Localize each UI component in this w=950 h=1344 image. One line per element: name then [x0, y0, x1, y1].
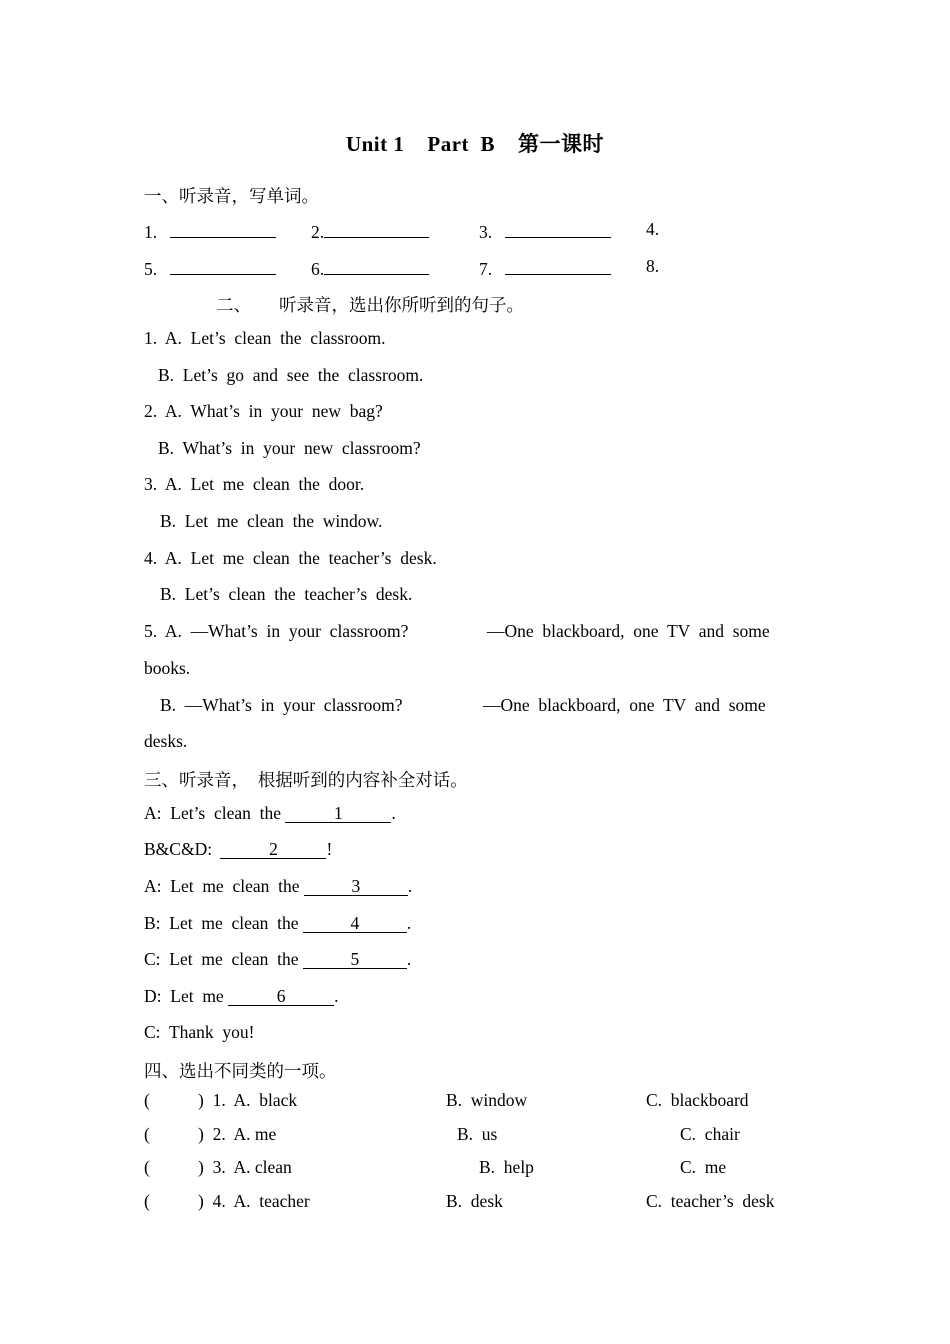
section2-heading-num: 二、 — [216, 295, 251, 315]
dialog-text: B&C&D: — [144, 839, 217, 859]
dialog-line-6 — [144, 986, 338, 1007]
answer-blank[interactable] — [324, 219, 429, 238]
q4-option-a: 4. A. Let me clean the teacher’s desk. — [144, 548, 437, 568]
s1-label-3: 3. — [479, 222, 493, 242]
q5-option-a-question: 5. A. —What’s in your classroom? — [144, 621, 409, 641]
q5-option-b-question: B. —What’s in your classroom? — [160, 695, 403, 715]
s1-item-3 — [479, 219, 611, 243]
dialog-line-2 — [144, 839, 332, 860]
section4-heading: 四、选出不同类的一项。 — [144, 1061, 337, 1081]
s1-label-1: 1. — [144, 222, 158, 242]
s1-label-7: 7. — [479, 259, 493, 279]
dialog-punct: . — [406, 949, 412, 969]
answer-blank-2[interactable]: 2 — [220, 840, 326, 859]
q4-3-option-b: B. help — [479, 1157, 534, 1177]
s1-item-8: 8. — [646, 256, 660, 276]
q4-3-option-c: C. me — [680, 1157, 727, 1177]
q4-4-option-b: B. desk — [446, 1191, 503, 1211]
q5-option-a-cont: books. — [144, 658, 191, 678]
q4-2-option-a: ) 2. A. me — [198, 1124, 277, 1144]
dialog-line-7: C: Thank you! — [144, 1022, 255, 1042]
q4-3-option-a: ) 3. A. clean — [198, 1157, 292, 1177]
paren-open: ( — [144, 1157, 150, 1177]
answer-blank[interactable] — [170, 219, 276, 238]
dialog-line-1 — [144, 803, 396, 824]
answer-blank-4[interactable]: 4 — [303, 914, 407, 933]
s1-item-2 — [311, 219, 429, 243]
dialog-punct: . — [391, 803, 396, 823]
q2-option-b: B. What’s in your new classroom? — [158, 438, 421, 458]
dialog-line-4 — [144, 913, 411, 934]
q4-1-option-c: C. blackboard — [646, 1090, 749, 1110]
dialog-punct: . — [407, 876, 413, 896]
dialog-line-5 — [144, 949, 411, 970]
answer-blank-1[interactable]: 1 — [285, 804, 391, 823]
dialog-line-3 — [144, 876, 412, 897]
answer-blank[interactable] — [505, 219, 611, 238]
s1-item-1 — [144, 219, 276, 243]
q3-option-a: 3. A. Let me clean the door. — [144, 474, 365, 494]
s1-label-2: 2. — [311, 222, 325, 242]
paren-open: ( — [144, 1191, 150, 1211]
q5-option-a-answer: —One blackboard, one TV and some — [487, 621, 770, 641]
q5-option-b-cont: desks. — [144, 731, 188, 751]
dialog-text: A: Let me clean the — [144, 876, 304, 896]
q1-option-a: 1. A. Let’s clean the classroom. — [144, 328, 386, 348]
s1-item-5 — [144, 256, 276, 280]
dialog-text: B: Let me clean the — [144, 913, 303, 933]
dialog-text: D: Let me — [144, 986, 229, 1006]
q4-option-b: B. Let’s clean the teacher’s desk. — [160, 584, 413, 604]
section1-heading: 一、听录音，写单词。 — [144, 186, 319, 206]
dialog-text: C: Let me clean the — [144, 949, 303, 969]
paren-open: ( — [144, 1090, 150, 1110]
q4-4-option-c: C. teacher’s desk — [646, 1191, 775, 1211]
answer-blank-6[interactable]: 6 — [228, 987, 334, 1006]
s1-label-6: 6. — [311, 259, 325, 279]
answer-blank-3[interactable]: 3 — [304, 877, 408, 896]
s1-item-7 — [479, 256, 611, 280]
q4-2-option-c: C. chair — [680, 1124, 740, 1144]
q4-2-option-b: B. us — [457, 1124, 498, 1144]
q3-option-b: B. Let me clean the window. — [160, 511, 383, 531]
q4-1-option-b: B. window — [446, 1090, 528, 1110]
answer-blank[interactable] — [324, 256, 429, 275]
q1-option-b: B. Let’s go and see the classroom. — [158, 365, 424, 385]
paren-open: ( — [144, 1124, 150, 1144]
s1-item-6 — [311, 256, 429, 280]
section3-heading: 三、听录音， 根据听到的内容补全对话。 — [144, 770, 468, 790]
answer-blank-5[interactable]: 5 — [303, 950, 407, 969]
q5-option-b-answer: —One blackboard, one TV and some — [483, 695, 766, 715]
dialog-text: A: Let’s clean the — [144, 803, 286, 823]
q4-1-option-a: ) 1. A. black — [198, 1090, 298, 1110]
dialog-punct: ! — [326, 839, 333, 859]
answer-blank[interactable] — [170, 256, 276, 275]
s1-label-5: 5. — [144, 259, 158, 279]
section2-heading: 听录音，选出你所听到的句子。 — [279, 295, 524, 315]
dialog-punct: . — [334, 986, 339, 1006]
q4-4-option-a: ) 4. A. teacher — [198, 1191, 310, 1211]
answer-blank[interactable] — [505, 256, 611, 275]
s1-item-4: 4. — [646, 219, 660, 239]
q2-option-a: 2. A. What’s in your new bag? — [144, 401, 383, 421]
page-title: Unit 1 Part B 第一课时 — [345, 132, 605, 156]
dialog-punct: . — [406, 913, 412, 933]
